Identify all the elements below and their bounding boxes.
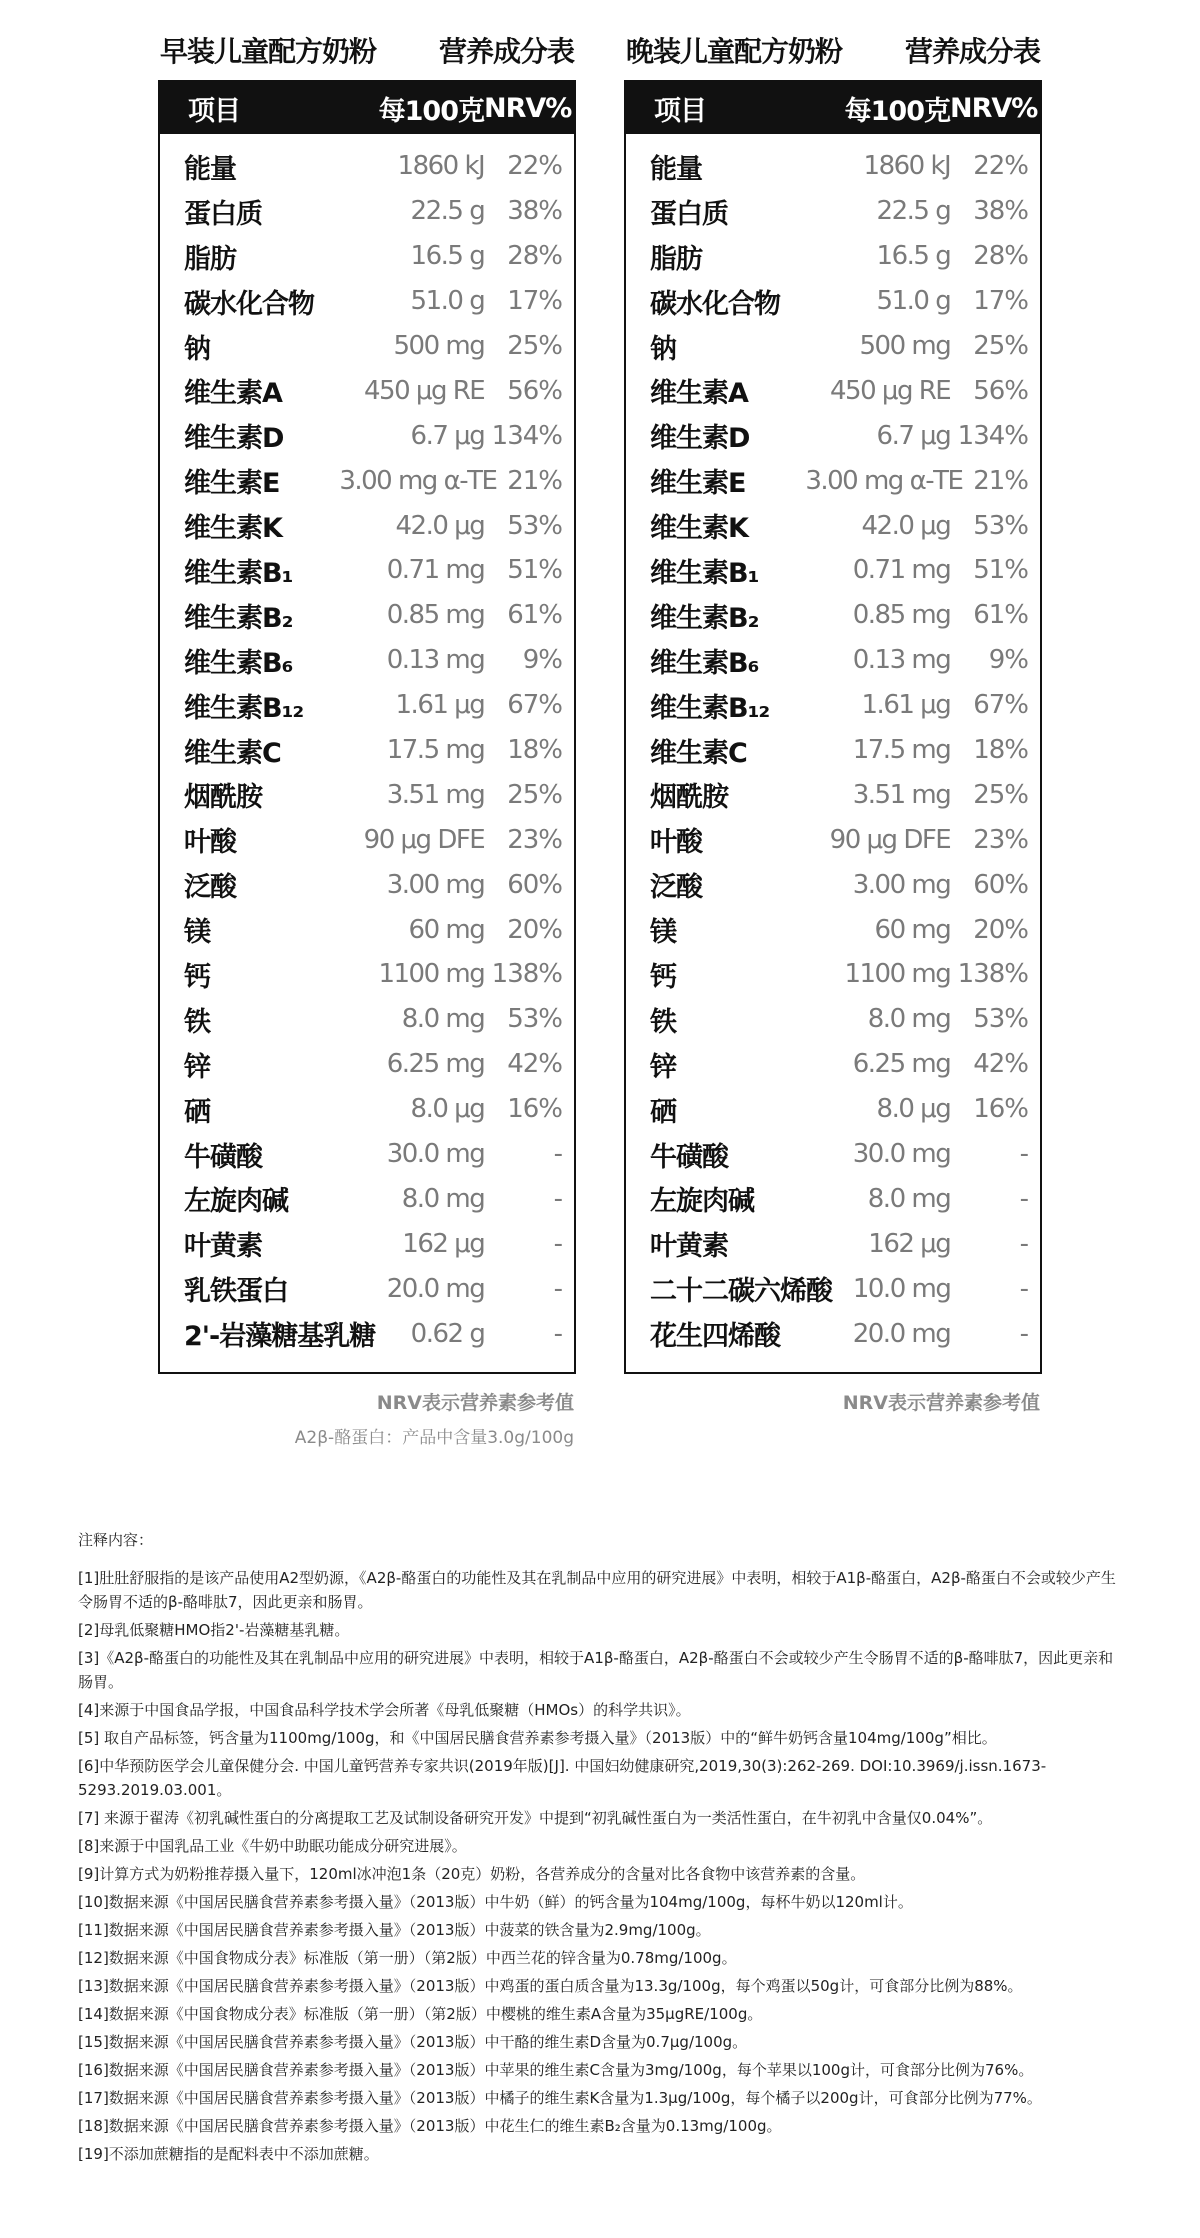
nutrient-name: 牛磺酸 xyxy=(650,1141,728,1173)
table-row xyxy=(626,907,1040,952)
left-table-subtitle: 营养成分表 xyxy=(438,35,574,68)
nutrient-name: 烟酰胺 xyxy=(184,782,262,814)
left-panel-heading xyxy=(158,30,576,70)
table-row xyxy=(626,144,1040,189)
table-row xyxy=(626,548,1040,593)
notes-list xyxy=(78,1566,1118,2166)
header-per100g: 每100克 xyxy=(844,95,950,127)
nutrient-amount: 162 μg xyxy=(868,1228,951,1259)
note-item: [5] 取自产品标签，钙含量为1100mg/100g，和《中国居民膳食营养素参考摄入量》（2013版）中的“鲜牛奶钙含量104mg/100g”相比。 xyxy=(78,1729,997,1747)
nutrient-nrv: 38% xyxy=(507,196,563,227)
nutrient-name: 维生素K xyxy=(650,513,748,545)
nutrient-name: 锌 xyxy=(184,1051,210,1083)
nutrient-name: 能量 xyxy=(650,153,702,185)
nutrient-name: 维生素B₂ xyxy=(184,602,293,634)
left-table-rows xyxy=(160,134,574,1356)
nutrient-nrv: - xyxy=(553,1318,562,1349)
nutrient-amount: 51.0 g xyxy=(410,286,485,317)
nutrient-nrv: 20% xyxy=(973,914,1029,945)
nutrient-name: 烟酰胺 xyxy=(650,782,728,814)
nutrient-amount: 3.00 mg α-TE xyxy=(805,465,963,496)
left-nutrition-table xyxy=(158,80,576,1374)
nutrient-nrv: - xyxy=(1019,1228,1029,1259)
nutrient-nrv: 134% xyxy=(957,420,1029,451)
nutrient-name: 泛酸 xyxy=(184,872,236,904)
nutrient-amount: 6.7 μg xyxy=(410,420,485,451)
nutrient-nrv: 17% xyxy=(507,286,563,317)
table-row xyxy=(626,503,1040,548)
nutrient-nrv: 28% xyxy=(507,241,563,272)
nutrient-name: 花生四烯酸 xyxy=(650,1321,780,1353)
nutrient-nrv: - xyxy=(1019,1139,1029,1170)
nutrient-amount: 3.51 mg xyxy=(852,779,951,810)
nutrient-name: 碳水化合物 xyxy=(650,288,780,320)
nutrient-nrv: 21% xyxy=(973,465,1028,496)
nutrient-name: 叶酸 xyxy=(650,827,702,859)
nutrient-amount: 8.0 mg xyxy=(867,1183,951,1214)
nutrient-name: 维生素D xyxy=(184,423,284,455)
nutrient-nrv: 9% xyxy=(522,645,563,676)
nutrient-name: 钙 xyxy=(650,961,676,993)
nutrient-nrv: - xyxy=(1019,1273,1028,1304)
note-item: [7] 来源于翟涛《初乳碱性蛋白的分离提取工艺及试制设备研究开发》中提到“初乳碱性蛋白为一类活性蛋白，在牛初乳中含量仅0.04%”。 xyxy=(78,1809,993,1827)
nutrient-name: 维生素A xyxy=(184,378,282,410)
table-row xyxy=(160,683,574,728)
nutrient-amount: 0.62 g xyxy=(410,1318,485,1349)
note-item: [6]中华预防医学会儿童保健分会. 中国儿童钙营养专家共识(2019年版)[J]. 中国妇幼健康研究,2019,30(3):262-269. DOI:10.3969/j.issn.1673-5293.2019.03.001。 xyxy=(78,1757,1047,1799)
nutrient-nrv: 18% xyxy=(507,735,563,766)
table-row xyxy=(160,279,574,324)
table-row xyxy=(160,324,574,369)
table-row xyxy=(160,817,574,862)
nutrient-amount: 42.0 μg xyxy=(395,510,485,541)
header-nrv: NRV% xyxy=(484,92,572,124)
table-row xyxy=(160,144,574,189)
nutrient-amount: 1.61 μg xyxy=(395,690,485,721)
note-item: [10]数据来源《中国居民膳食营养素参考摄入量》（2013版）中牛奶（鲜）的钙含量为104mg/100g，每杯牛奶以120ml计。 xyxy=(78,1893,913,1911)
note-item: [11]数据来源《中国居民膳食营养素参考摄入量》（2013版）中菠菜的铁含量为2.9mg/100g。 xyxy=(78,1921,711,1939)
header-per100g: 每100克 xyxy=(378,95,484,127)
table-row xyxy=(626,593,1040,638)
table-row xyxy=(626,1087,1040,1132)
nutrient-amount: 3.51 mg xyxy=(386,779,485,810)
table-row xyxy=(160,1266,574,1311)
table-row xyxy=(160,907,574,952)
nutrient-name: 锌 xyxy=(650,1051,676,1083)
nutrient-amount: 6.25 mg xyxy=(386,1049,485,1080)
right-panel-heading xyxy=(624,30,1042,70)
table-row xyxy=(160,1087,574,1132)
nutrient-name: 左旋肉碱 xyxy=(650,1186,754,1218)
table-row xyxy=(626,862,1040,907)
nutrient-amount: 1100 mg xyxy=(378,959,485,990)
nutrient-nrv: 138% xyxy=(491,959,563,990)
nutrient-name: 维生素B₆ xyxy=(184,647,293,679)
table-row xyxy=(626,368,1040,413)
nutrient-name: 钠 xyxy=(650,333,676,365)
nutrient-nrv: 22% xyxy=(973,151,1029,182)
nutrient-nrv: 138% xyxy=(957,959,1029,990)
table-row xyxy=(626,324,1040,369)
nutrient-amount: 0.85 mg xyxy=(852,600,951,631)
nutrient-name: 维生素E xyxy=(184,468,280,500)
table-row xyxy=(160,503,574,548)
nutrient-name: 维生素C xyxy=(650,737,747,769)
nutrient-nrv: 56% xyxy=(507,375,563,406)
nutrient-amount: 8.0 μg xyxy=(876,1094,951,1125)
nutrient-nrv: 23% xyxy=(973,824,1029,855)
note-item: [18]数据来源《中国居民膳食营养素参考摄入量》（2013版）中花生仁的维生素B₂含量为0.13mg/100g。 xyxy=(78,2117,782,2135)
nutrient-name: 镁 xyxy=(650,917,676,949)
nutrient-nrv: 42% xyxy=(973,1049,1029,1080)
nutrient-nrv: 67% xyxy=(507,690,563,721)
table-row xyxy=(160,997,574,1042)
nutrient-name: 叶黄素 xyxy=(184,1231,262,1263)
nutrient-amount: 20.0 mg xyxy=(852,1318,951,1349)
notes-section xyxy=(78,1528,1118,2170)
nutrient-amount: 3.00 mg α-TE xyxy=(339,465,497,496)
nutrient-nrv: 28% xyxy=(973,241,1029,272)
table-row xyxy=(626,234,1040,279)
right-table-subtitle: 营养成分表 xyxy=(904,35,1040,68)
nutrient-amount: 3.00 mg xyxy=(386,869,485,900)
nutrient-name: 牛磺酸 xyxy=(184,1141,262,1173)
nutrient-nrv: - xyxy=(553,1183,563,1214)
nutrient-nrv: 134% xyxy=(491,420,563,451)
nutrient-amount: 22.5 g xyxy=(876,196,951,227)
nutrient-nrv: 9% xyxy=(988,645,1029,676)
table-row xyxy=(160,772,574,817)
nutrient-amount: 30.0 mg xyxy=(852,1139,951,1170)
table-row xyxy=(160,458,574,503)
nutrient-nrv: 53% xyxy=(973,1004,1029,1035)
nutrient-name: 维生素B₁ xyxy=(184,557,293,589)
note-item: [12]数据来源《中国食物成分表》标准版（第一册）（第2版）中西兰花的锌含量为0.78mg/100g。 xyxy=(78,1949,737,1967)
table-row xyxy=(626,997,1040,1042)
note-item: [1]肚肚舒服指的是该产品使用A2型奶源，《A2β-酪蛋白的功能性及其在乳制品中应用的研究进展》中表明，相较于A1β-酪蛋白，A2β-酪蛋白不会或较少产生令肠胃不适的β-酪啡肽7，因此更亲和肠胃。 xyxy=(78,1569,1116,1611)
left-panel xyxy=(158,30,576,1448)
nutrient-nrv: 42% xyxy=(507,1049,563,1080)
nutrient-name: 泛酸 xyxy=(650,872,702,904)
right-table-header xyxy=(626,82,1040,134)
nutrient-name: 叶酸 xyxy=(184,827,236,859)
nutrient-name: 2'-岩藻糖基乳糖 xyxy=(184,1321,376,1353)
nutrient-amount: 500 mg xyxy=(859,331,951,361)
nutrient-amount: 30.0 mg xyxy=(386,1139,485,1170)
nutrient-nrv: 51% xyxy=(973,555,1029,586)
nutrient-amount: 16.5 g xyxy=(410,241,485,272)
note-item: [19]不添加蔗糖指的是配料表中不添加蔗糖。 xyxy=(78,2145,379,2163)
table-row xyxy=(626,1176,1040,1221)
nutrient-nrv: 56% xyxy=(973,375,1029,406)
nutrient-amount: 20.0 mg xyxy=(386,1273,485,1304)
nutrient-nrv: 51% xyxy=(507,555,563,586)
table-row xyxy=(160,413,574,458)
table-row xyxy=(626,1221,1040,1266)
nutrient-amount: 6.7 μg xyxy=(876,420,951,451)
nutrient-name: 维生素K xyxy=(184,513,282,545)
nutrient-amount: 22.5 g xyxy=(410,196,485,227)
table-row xyxy=(160,368,574,413)
nutrient-amount: 0.13 mg xyxy=(852,645,951,676)
nutrient-amount: 1.61 μg xyxy=(861,690,951,721)
nutrient-nrv: 25% xyxy=(973,779,1029,810)
table-row xyxy=(160,952,574,997)
nutrient-nrv: 20% xyxy=(507,914,563,945)
note-item: [2]母乳低聚糖HMO指2'-岩藻糖基乳糖。 xyxy=(78,1621,350,1639)
nutrient-amount: 8.0 mg xyxy=(401,1183,485,1214)
table-row xyxy=(626,728,1040,773)
nutrient-amount: 0.13 mg xyxy=(386,645,485,676)
nutrient-amount: 0.85 mg xyxy=(386,600,485,631)
right-panel xyxy=(624,30,1042,1415)
nutrient-amount: 450 μg RE xyxy=(830,375,951,406)
nutrient-nrv: 17% xyxy=(973,286,1029,317)
table-row xyxy=(626,1132,1040,1177)
nutrient-name: 维生素B₁₂ xyxy=(650,692,770,724)
table-row xyxy=(160,1132,574,1177)
table-row xyxy=(160,638,574,683)
nutrient-nrv: - xyxy=(1019,1318,1029,1349)
table-row xyxy=(626,952,1040,997)
nutrient-nrv: 61% xyxy=(973,600,1029,631)
nutrient-nrv: - xyxy=(553,1273,563,1304)
table-row xyxy=(160,1042,574,1087)
nutrient-name: 维生素B₁ xyxy=(650,557,759,589)
nutrient-name: 维生素B₆ xyxy=(650,647,759,679)
nutrient-amount: 42.0 μg xyxy=(861,510,951,541)
header-nrv: NRV% xyxy=(950,92,1038,124)
nutrient-name: 硒 xyxy=(184,1096,210,1128)
nutrient-amount: 17.5 mg xyxy=(386,735,485,766)
nutrient-name: 维生素E xyxy=(650,468,746,500)
right-table-rows xyxy=(626,134,1040,1356)
nutrient-name: 维生素B₁₂ xyxy=(184,692,304,724)
nutrient-name: 能量 xyxy=(184,153,236,185)
nutrient-nrv: 60% xyxy=(973,869,1029,900)
table-row xyxy=(626,772,1040,817)
nutrient-amount: 0.71 mg xyxy=(852,555,951,586)
nutrient-name: 维生素B₂ xyxy=(650,602,759,634)
table-row xyxy=(626,638,1040,683)
nutrient-name: 维生素D xyxy=(650,423,750,455)
table-row xyxy=(160,189,574,234)
nutrient-name: 镁 xyxy=(184,917,210,949)
nutrient-name: 碳水化合物 xyxy=(184,288,314,320)
nutrient-amount: 500 mg xyxy=(393,331,485,361)
left-nrv-note: NRV表示营养素参考值 xyxy=(376,1392,574,1414)
nutrient-amount: 6.25 mg xyxy=(852,1049,951,1080)
nutrient-amount: 8.0 mg xyxy=(867,1004,951,1035)
nutrient-amount: 51.0 g xyxy=(876,286,951,317)
nutrient-nrv: 53% xyxy=(973,510,1029,541)
nutrient-nrv: 61% xyxy=(507,600,563,631)
nutrient-name: 左旋肉碱 xyxy=(184,1186,288,1218)
nutrient-nrv: 53% xyxy=(507,1004,563,1035)
table-row xyxy=(160,234,574,279)
nutrient-amount: 90 μg DFE xyxy=(829,824,951,855)
table-row xyxy=(160,1176,574,1221)
nutrient-name: 铁 xyxy=(650,1006,676,1038)
table-row xyxy=(626,1311,1040,1356)
left-table-header xyxy=(160,82,574,134)
nutrient-name: 维生素A xyxy=(650,378,748,410)
nutrient-name: 乳铁蛋白 xyxy=(184,1276,288,1308)
nutrient-name: 钙 xyxy=(184,961,210,993)
table-row xyxy=(626,683,1040,728)
nutrient-nrv: 23% xyxy=(507,824,563,855)
nutrient-nrv: 60% xyxy=(507,869,563,900)
nutrient-nrv: 53% xyxy=(507,510,563,541)
nutrient-name: 维生素C xyxy=(184,737,281,769)
table-row xyxy=(626,1042,1040,1087)
nutrient-amount: 3.00 mg xyxy=(852,869,951,900)
nutrient-name: 铁 xyxy=(184,1006,210,1038)
table-row xyxy=(160,1311,574,1356)
nutrient-amount: 0.71 mg xyxy=(386,555,485,586)
note-item: [14]数据来源《中国食物成分表》标准版（第一册）（第2版）中樱桃的维生素A含量为35μgRE/100g。 xyxy=(78,2005,763,2023)
nutrient-nrv: 22% xyxy=(507,151,563,182)
note-item: [13]数据来源《中国居民膳食营养素参考摄入量》（2013版）中鸡蛋的蛋白质含量为13.3g/100g，每个鸡蛋以50g计，可食部分比例为88%。 xyxy=(78,1977,1023,1995)
table-row xyxy=(160,593,574,638)
table-row xyxy=(626,1266,1040,1311)
nutrient-name: 钠 xyxy=(184,333,210,365)
table-row xyxy=(160,548,574,593)
table-row xyxy=(626,279,1040,324)
table-row xyxy=(626,458,1040,503)
nutrient-amount: 90 μg DFE xyxy=(363,824,485,855)
nutrient-amount: 450 μg RE xyxy=(364,375,485,406)
nutrient-name: 蛋白质 xyxy=(650,198,728,230)
nutrient-amount: 60 mg xyxy=(874,914,951,945)
nutrient-amount: 60 mg xyxy=(408,914,485,945)
right-nrv-note: NRV表示营养素参考值 xyxy=(842,1392,1040,1414)
nutrient-name: 叶黄素 xyxy=(650,1231,728,1263)
nutrient-amount: 1860 kJ xyxy=(863,151,951,182)
nutrient-nrv: - xyxy=(553,1139,563,1170)
nutrient-nrv: 38% xyxy=(973,196,1029,227)
nutrient-nrv: 16% xyxy=(507,1094,563,1125)
nutrient-nrv: 16% xyxy=(973,1094,1029,1125)
note-item: [4]来源于中国食品学报，中国食品科学技术学会所著《母乳低聚糖（HMOs）的科学共识》。 xyxy=(78,1701,691,1719)
nutrient-name: 二十二碳六烯酸 xyxy=(650,1276,832,1308)
nutrient-name: 硒 xyxy=(650,1096,676,1128)
table-row xyxy=(626,817,1040,862)
note-item: [16]数据来源《中国居民膳食营养素参考摄入量》（2013版）中苹果的维生素C含量为3mg/100g，每个苹果以100g计，可食部分比例为76%。 xyxy=(78,2061,1034,2079)
nutrient-amount: 10.0 mg xyxy=(852,1273,951,1304)
header-item: 项目 xyxy=(654,95,706,127)
table-row xyxy=(626,189,1040,234)
note-item: [9]计算方式为奶粉推荐摄入量下，120ml冰冲泡1条（20克）奶粉，各营养成分的含量对比各食物中该营养素的含量。 xyxy=(78,1865,866,1883)
note-item: [3]《A2β-酪蛋白的功能性及其在乳制品中应用的研究进展》中表明，相较于A1β-酪蛋白，A2β-酪蛋白不会或较少产生令肠胃不适的β-酪啡肽7，因此更亲和肠胃。 xyxy=(78,1649,1114,1691)
left-casein-note: A2β-酪蛋白：产品中含量3.0g/100g xyxy=(294,1428,574,1448)
nutrient-amount: 16.5 g xyxy=(876,241,951,272)
left-product-title: 早装儿童配方奶粉 xyxy=(160,35,377,68)
nutrient-amount: 1100 mg xyxy=(844,959,951,990)
header-item: 项目 xyxy=(188,95,240,127)
nutrient-name: 脂肪 xyxy=(650,243,702,275)
table-row xyxy=(626,413,1040,458)
nutrient-nrv: 25% xyxy=(507,779,563,810)
nutrient-amount: 1860 kJ xyxy=(397,151,485,182)
table-row xyxy=(160,728,574,773)
right-product-title: 晚装儿童配方奶粉 xyxy=(626,35,843,68)
nutrient-nrv: 21% xyxy=(507,465,562,496)
table-row xyxy=(160,862,574,907)
nutrient-nrv: 25% xyxy=(507,331,563,361)
nutrient-nrv: 67% xyxy=(973,690,1029,721)
nutrient-amount: 17.5 mg xyxy=(852,735,951,766)
note-item: [17]数据来源《中国居民膳食营养素参考摄入量》（2013版）中橘子的维生素K含量为1.3μg/100g，每个橘子以200g计，可食部分比例为77%。 xyxy=(78,2089,1042,2107)
nutrient-nrv: 18% xyxy=(973,735,1029,766)
nutrient-name: 脂肪 xyxy=(184,243,236,275)
table-row xyxy=(160,1221,574,1266)
nutrient-amount: 162 μg xyxy=(402,1228,485,1259)
right-nutrition-table xyxy=(624,80,1042,1374)
nutrient-amount: 8.0 mg xyxy=(401,1004,485,1035)
notes-title: 注释内容： xyxy=(78,1531,154,1549)
nutrient-nrv: - xyxy=(553,1228,563,1259)
nutrient-name: 蛋白质 xyxy=(184,198,262,230)
nutrient-nrv: - xyxy=(1019,1183,1029,1214)
nutrient-nrv: 25% xyxy=(973,331,1029,361)
note-item: [15]数据来源《中国居民膳食营养素参考摄入量》（2013版）中干酪的维生素D含量为0.7μg/100g。 xyxy=(78,2033,748,2051)
note-item: [8]来源于中国乳品工业《牛奶中助眠功能成分研究进展》。 xyxy=(78,1837,467,1855)
nutrient-amount: 8.0 μg xyxy=(410,1094,485,1125)
